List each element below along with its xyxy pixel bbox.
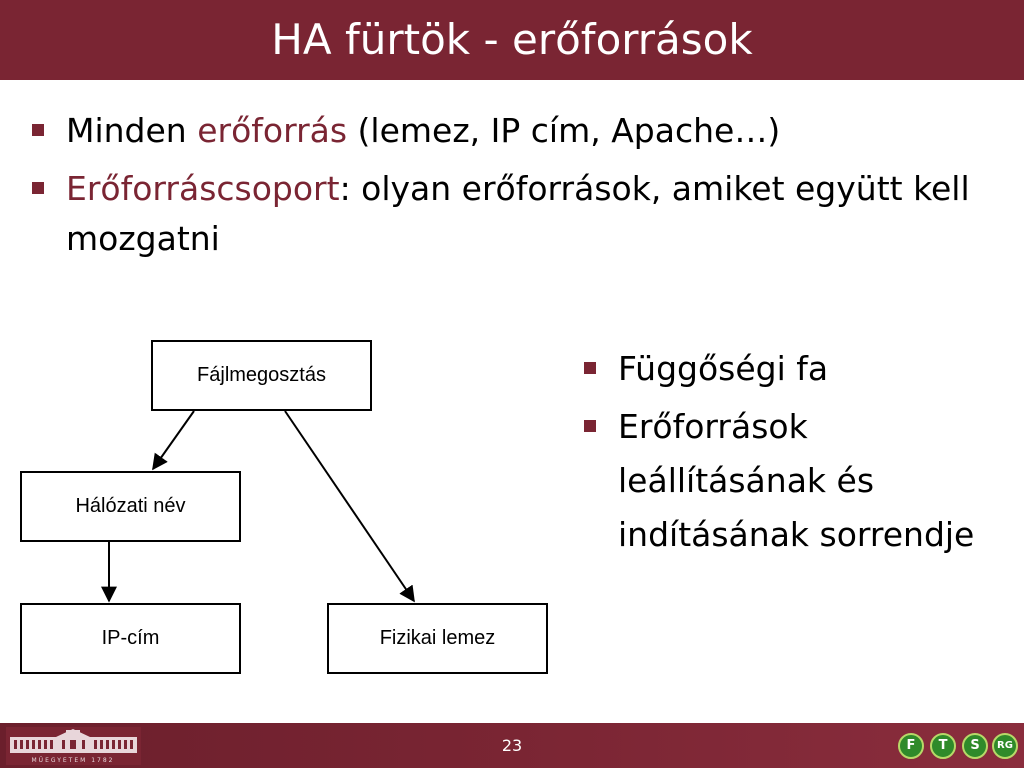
side-bullet-item [582,400,982,562]
slide-title: HA fürtök - erőforrások [271,15,753,64]
square-bullet-icon [584,362,596,374]
logo-caption: MŰEGYETEM 1782 [31,757,115,764]
arrow-root-to-disk [285,411,414,601]
page-number: 23 [501,736,523,755]
node-ip-address: IP-cím [20,603,241,674]
side-bullet-item [582,342,982,396]
bullet-text-after: (lemez, IP cím, Apache…) [347,111,781,150]
logo-letter-t: T [930,733,956,759]
ftsrg-logo [898,731,1020,761]
logo-letters-rg: RG [992,733,1018,759]
node-file-share: Fájlmegosztás [151,340,372,411]
side-bullet-list [582,342,982,566]
side-bullet-text: Erőforrások leállításának és indításának sorrendje [618,407,975,554]
bullet-text-before: Minden [66,111,198,150]
square-bullet-icon [584,420,596,432]
side-bullet-text: Függőségi fa [618,349,829,388]
logo-letter-s: S [962,733,988,759]
node-physical-disk: Fizikai lemez [327,603,548,674]
node-network-name: Hálózati név [20,471,241,542]
footer-bar [0,723,1024,768]
logo-letter-f: F [898,733,924,759]
bullet-accent-text: Erőforráscsoport [66,169,340,208]
bullet-text-after: : olyan erőforrások, amiket együtt kell mozgatni [66,169,970,258]
bullet-accent-text: erőforrás [197,111,348,150]
arrow-root-to-network-name [153,411,194,469]
